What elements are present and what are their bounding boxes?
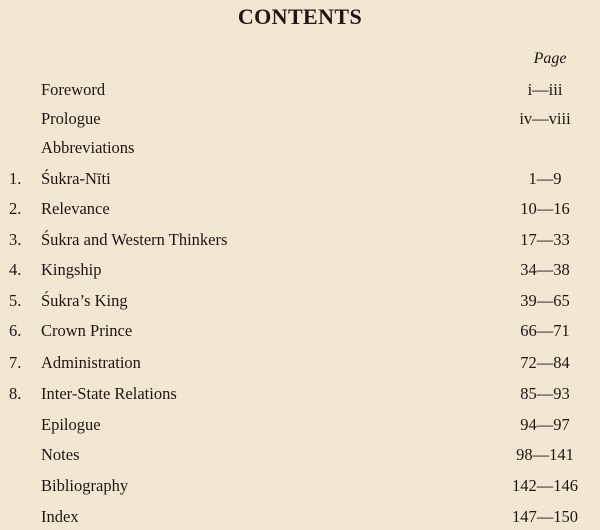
entry-number: 5. (9, 291, 22, 310)
entry-number: 2. (9, 199, 22, 218)
entry-label: Inter-State Relations (41, 384, 177, 403)
toc-entry-chapter-8 (0, 382, 600, 406)
toc-entry-prologue (0, 107, 600, 131)
toc-entry-chapter-3 (0, 228, 600, 252)
entry-pages: iv—viii (519, 109, 571, 128)
entry-label: Kingship (41, 260, 102, 279)
toc-entry-index (0, 505, 600, 529)
entry-pages: 39—65 (520, 291, 570, 310)
entry-pages: 72—84 (520, 353, 570, 372)
toc-entry-foreword (0, 78, 600, 102)
entry-number: 6. (9, 321, 22, 340)
entry-label: Administration (41, 353, 141, 372)
entry-label: Index (41, 507, 79, 526)
entry-number: 7. (9, 353, 22, 372)
entry-number: 1. (9, 169, 22, 188)
entry-label: Śukra-Nīti (41, 169, 111, 188)
entry-pages: i—iii (527, 80, 563, 99)
entry-pages: 34—38 (520, 260, 570, 279)
entry-label: Bibliography (41, 476, 129, 495)
entry-label: Epilogue (41, 415, 101, 434)
page-column-header: Page (533, 50, 567, 67)
toc-entry-chapter-7 (0, 351, 600, 375)
toc-entry-chapter-5 (0, 289, 600, 313)
entry-pages: 98—141 (516, 445, 574, 464)
entry-label: Crown Prince (41, 321, 133, 340)
entry-label: Relevance (41, 199, 110, 218)
entry-pages: 10—16 (520, 199, 570, 218)
entry-pages: 66—71 (520, 321, 570, 340)
toc-entry-chapter-2 (0, 197, 600, 221)
entry-pages: 17—33 (520, 230, 570, 249)
entry-pages: 94—97 (520, 415, 570, 434)
entry-pages: 147—150 (512, 507, 578, 526)
entry-label: Foreword (41, 80, 106, 99)
entry-label: Notes (41, 445, 80, 464)
toc-entry-notes (0, 443, 600, 467)
toc-entry-abbreviations (0, 136, 600, 160)
entry-label: Abbreviations (41, 138, 135, 157)
entry-number: 8. (9, 384, 22, 403)
entry-pages: 1—9 (528, 169, 562, 188)
entry-number: 3. (9, 230, 22, 249)
page-title: CONTENTS (237, 4, 363, 29)
toc-entry-bibliography (0, 474, 600, 498)
toc-entry-chapter-4 (0, 258, 600, 282)
entry-label: Śukra and Western Thinkers (41, 230, 228, 249)
toc-entry-chapter-6 (0, 319, 600, 343)
toc-entry-epilogue (0, 413, 600, 437)
toc-entry-chapter-1 (0, 167, 600, 191)
entry-label: Prologue (41, 109, 101, 128)
entry-label: Śukra’s King (41, 291, 128, 310)
entry-pages: 85—93 (520, 384, 570, 403)
entry-number: 4. (9, 260, 22, 279)
entry-pages: 142—146 (512, 476, 578, 495)
